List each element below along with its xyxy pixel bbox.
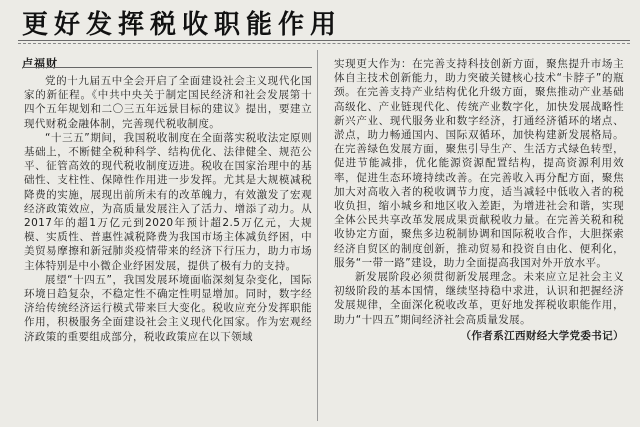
author-rule: [22, 67, 312, 68]
title-rule: [18, 40, 630, 41]
paragraph: 展望“十四五”，我国发展环境面临深刻复杂变化，国际环境日趋复杂，不稳定性不确定性明显增加。同时，数字经济给传统经济运行模式带来巨大变化。税收应充分发挥职能作用，积极服务全面建设社会主义现代化国家。作为宏观经济政策的重要组成部分，税收政策应在以下领域: [24, 273, 312, 343]
paragraph: 实现更大作为：在完善支持科技创新方面，聚焦提升市场主体自主技术创新能力，助力突破关键核心技术“卡脖子”的瓶颈。在完善支持产业结构优化升级方面，聚焦推动产业基础高级化、产业链现代化、传统产业数字化，加快发展战略性新兴产业、现代服务业和数字经济，打通经济循环的堵点、淤点，助力畅通国内、国际双循环，加快构建新发展格局。在完善绿色发展方面，聚焦引导生产、生活方式绿色转型，促进节能减排，优化能源资源配置结构，提高资源利用效率，促进生态环境持续改善。在完善收入再分配方面，聚焦加大对高收入者的税收调节力度，适当减轻中低收入者的税收负担，缩小城乡和地区收入差距，为增进社会和谐，实现全体公民共享改革发展成果贡献税收力量。在完善关税和税收协定方面，聚焦多边税制协调和国际税收合作，大胆探索经济自贸区的制度创新，推动贸易和投资自由化、便利化，服务“一带一路”建设，助力全面提高我国对外开放水平。: [334, 58, 624, 269]
left-column: [24, 74, 312, 424]
author-name: 卢福财: [22, 57, 58, 70]
column-divider: [317, 50, 318, 421]
article-title: 更好发挥税收职能作用: [22, 10, 343, 40]
title-rule-dashed: [18, 43, 630, 44]
author-affiliation: （作者系江西财经大学党委书记）: [460, 329, 624, 342]
paragraph: 党的十九届五中全会开启了全面建设社会主义现代化国家的新征程。《中共中央关于制定国民经济和社会发展第十四个五年规划和二〇三五年远景目标的建议》提出，要建立现代财税金融体制，完善现代税收制度。: [24, 75, 312, 130]
paragraph: “十三五”期间，我国税收制度在全面落实税收法定原则基础上，不断健全税种科学、结构优化、法律健全、规范公平、征管高效的现代税收制度迈进。税收在国家治理中的基础性、支柱性、保障性作用进一步发挥。尤其是大规模减税降费的实施，展现出前所未有的改革魄力，有效激发了宏观经济政策效应，为高质量发展注入了活力、增添了动力。从2017年的超1万亿元到2020年预计超2.5万亿元，大规模、实质性、普惠性减税降费为我国市场主体减负纾困，中美贸易摩擦和新冠肺炎疫情带来的经济下行压力，助力市场主体特别是中小微企业纾困发展，提供了极有力的支持。: [24, 131, 312, 272]
right-column: [334, 57, 624, 425]
paragraph: 新发展阶段必须贯彻新发展理念。未来应立足社会主义初级阶段的基本国情，继续坚持稳中求进，认识和把握经济发展规律，全面深化税收改革，更好地发挥税收职能作用，助力“十四五”期间经济社会高质量发展。: [334, 271, 624, 326]
